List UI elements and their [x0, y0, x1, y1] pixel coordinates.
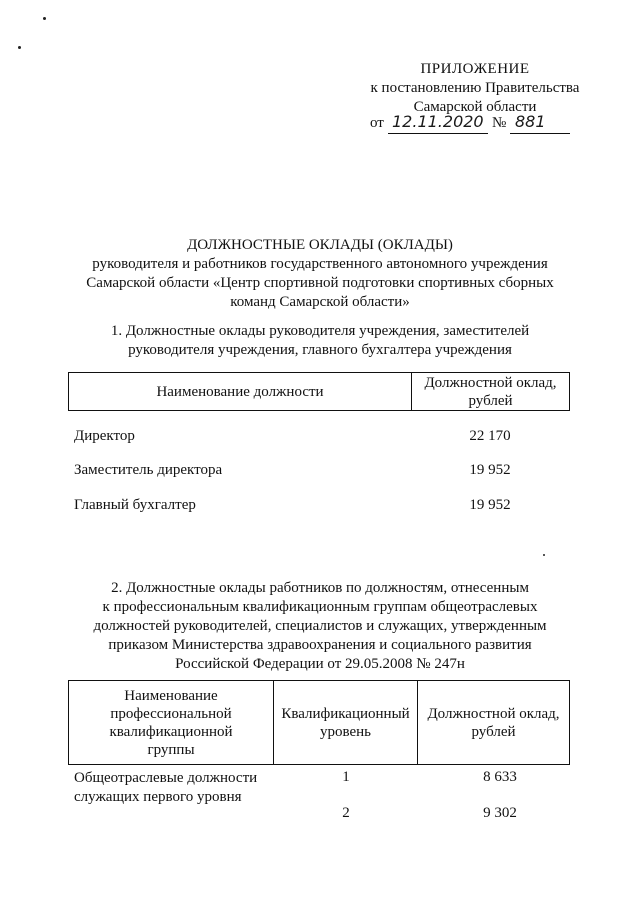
- handwritten-number: 881: [515, 112, 546, 131]
- position-label: Директор: [74, 428, 135, 444]
- header-line: рублей: [471, 723, 516, 740]
- header-line: Должностной оклад,: [424, 374, 557, 391]
- scan-mark: [543, 554, 545, 556]
- handwritten-date: 12.11.2020: [392, 112, 484, 131]
- heading-line: 1. Должностные оклады руководителя учреждения, заместителей: [110, 323, 530, 339]
- salary-value: 19 952: [469, 462, 511, 478]
- heading-line: 2. Должностные оклады работников по должностям, отнесенным: [111, 580, 529, 596]
- salary-value: 19 952: [469, 497, 511, 513]
- document-title: [60, 236, 580, 312]
- header-line: рублей: [468, 392, 513, 409]
- decree-date-line: [370, 112, 580, 135]
- header-line: уровень: [319, 723, 372, 740]
- title-line: Самарской области «Центр спортивной подготовки спортивных сборных: [86, 275, 554, 291]
- header-line: группы: [147, 741, 195, 758]
- scan-mark: [43, 17, 46, 20]
- col-header-level: [274, 681, 418, 765]
- salary-value: 22 170: [469, 428, 511, 444]
- level-value: 1: [342, 769, 350, 785]
- title-line: руководителя и работников государственного автономного учреждения: [92, 256, 548, 272]
- heading-line: руководителя учреждения, главного бухгалтера учреждения: [128, 342, 512, 358]
- appendix-block: [360, 60, 590, 117]
- header-line: Должностной оклад,: [427, 705, 560, 722]
- appendix-title: ПРИЛОЖЕНИЕ: [420, 61, 530, 77]
- heading-line: Российской Федерации от 29.05.2008 № 247н: [175, 656, 465, 672]
- date-underline: [388, 133, 488, 134]
- heading-line: к профессиональным квалификационным группам общеотраслевых: [102, 599, 538, 615]
- position-label: Главный бухгалтер: [74, 497, 196, 513]
- header-line: Наименование: [124, 687, 218, 704]
- header-line: профессиональной: [110, 705, 232, 722]
- appendix-line: Самарской области: [413, 99, 537, 115]
- appendix-line: к постановлению Правительства: [370, 80, 580, 96]
- number-underline: [510, 133, 570, 134]
- col-header-salary: [418, 681, 570, 765]
- salary-value: 9 302: [483, 805, 517, 821]
- section2-table-header: [68, 680, 570, 765]
- section1-table-header: [68, 372, 570, 411]
- title-line: ДОЛЖНОСТНЫЕ ОКЛАДЫ (ОКЛАДЫ): [187, 237, 453, 253]
- col-header-position: Наименование должности: [69, 373, 412, 411]
- section1-heading: [60, 322, 580, 360]
- date-prefix: от: [370, 115, 384, 131]
- position-label: Заместитель директора: [74, 462, 223, 478]
- section2-heading: [60, 579, 580, 674]
- heading-line: должностей руководителей, специалистов и служащих, утвержденным: [93, 618, 547, 634]
- col-header-group: [69, 681, 274, 765]
- header-line: квалификационной: [109, 723, 233, 740]
- title-line: команд Самарской области»: [230, 294, 410, 310]
- salary-value: 8 633: [483, 769, 517, 785]
- level-value: 2: [342, 805, 350, 821]
- group-label-line: Общеотраслевые должности: [74, 770, 258, 786]
- col-header-salary: [412, 373, 570, 411]
- heading-line: приказом Министерства здравоохранения и социального развития: [108, 637, 532, 653]
- group-label: [74, 769, 257, 807]
- group-label-line: служащих первого уровня: [74, 789, 242, 805]
- number-prefix: №: [492, 115, 507, 131]
- header-line: Квалификационный: [281, 705, 410, 722]
- scan-mark: [18, 46, 21, 49]
